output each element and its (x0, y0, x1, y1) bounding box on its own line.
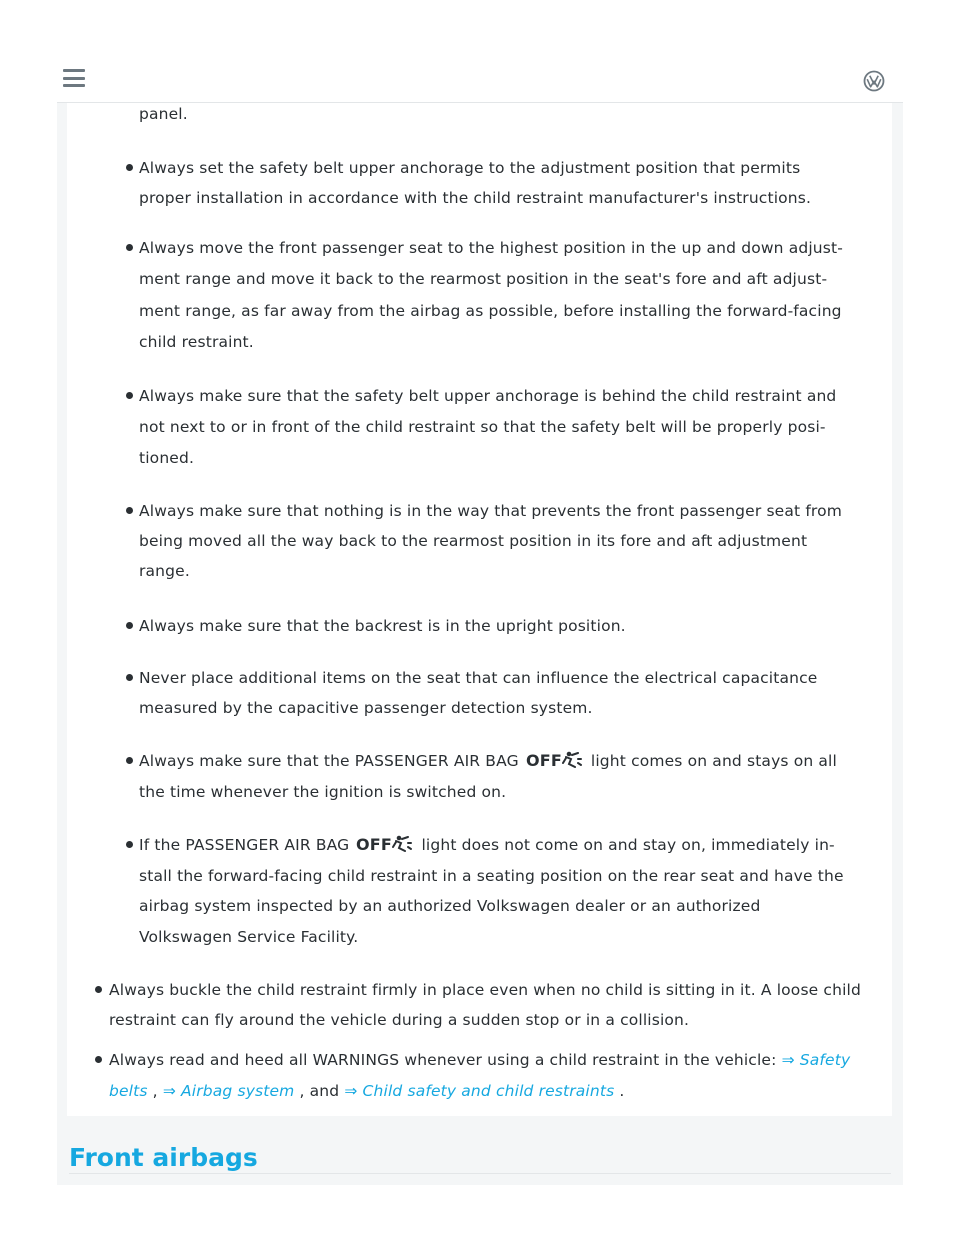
list-item-line: stall the forward-facing child restraint in a seating position on the rear seat and have the (139, 867, 844, 885)
off-label: OFF (356, 835, 393, 854)
list-item-line: restraint can fly around the vehicle during a sudden stop or in a collision. (109, 1011, 690, 1029)
top-bar (57, 56, 903, 103)
list-item-line: Always move the front passenger seat to the highest position in the up and down adjust- (139, 239, 843, 257)
list-item-line: ment range, as far away from the airbag as possible, before installing the forward-facing (139, 302, 842, 320)
list-item-text: If the PASSENGER AIR BAG (139, 836, 350, 854)
bullet-dot (126, 164, 133, 171)
separator-text: , (152, 1082, 158, 1100)
link-airbag-system[interactable]: ⇒ Airbag system (162, 1082, 295, 1100)
bullet-dot (126, 392, 133, 399)
separator-text: . (619, 1082, 625, 1100)
link-safety-belts[interactable]: belts (109, 1082, 148, 1100)
list-item-line (139, 746, 837, 780)
list-item-line: Always buckle the child restraint firmly in place even when no child is sitting in it. A loose child (109, 981, 861, 999)
list-item-text: Always make sure that the PASSENGER AIR BAG (139, 752, 519, 770)
bullet-dot (126, 507, 133, 514)
list-item-text: light does not come on and stay on, immediately in- (421, 836, 835, 854)
list-item-line: tioned. (139, 449, 195, 467)
section-divider (69, 1173, 891, 1174)
list-item-line: Always set the safety belt upper anchorage to the adjustment position that permits (139, 159, 801, 177)
separator-text: , and (299, 1082, 340, 1100)
hamburger-menu-icon[interactable] (63, 69, 85, 87)
list-item-line: not next to or in front of the child restraint so that the safety belt will be properly posi- (139, 418, 826, 436)
list-item-line (109, 1076, 624, 1106)
list-item-line: proper installation in accordance with the child restraint manufacturer's instructions. (139, 189, 812, 207)
bullet-dot (126, 622, 133, 629)
list-item-line: the time whenever the ignition is switched on. (139, 783, 507, 801)
volkswagen-logo-icon[interactable] (863, 70, 885, 92)
list-item-line: Never place additional items on the seat that can influence the electrical capacitance (139, 669, 818, 687)
passenger-airbag-off-icon (356, 834, 414, 864)
off-label: OFF (525, 751, 562, 770)
list-item-line: range. (139, 562, 190, 580)
list-item-line: Always make sure that the backrest is in the upright position. (139, 617, 626, 635)
link-child-safety[interactable]: ⇒ Child safety and child restraints (344, 1082, 615, 1100)
section-title: Front airbags (69, 1143, 258, 1172)
link-safety-belts[interactable]: ⇒ Safety (781, 1051, 851, 1069)
list-item-line: measured by the capacitive passenger detection system. (139, 699, 593, 717)
list-item-line (139, 830, 835, 864)
list-item-line: being moved all the way back to the rearmost position in its fore and aft adjustment (139, 532, 808, 550)
list-item-line (109, 1045, 850, 1075)
list-item-text: Always read and heed all WARNINGS whenever using a child restraint in the vehicle: (109, 1051, 777, 1069)
list-item-text: light comes on and stays on all (590, 752, 837, 770)
list-item-line: airbag system inspected by an authorized Volkswagen dealer or an authorized (139, 897, 761, 915)
bullet-dot (126, 244, 133, 251)
bullet-dot (126, 674, 133, 681)
list-item-line: ment range and move it back to the rearmost position in the seat's fore and aft adjust- (139, 270, 828, 288)
bullet-dot (126, 841, 133, 848)
bullet-dot (95, 986, 102, 993)
paragraph-fragment: panel. (139, 105, 188, 123)
bullet-dot (126, 757, 133, 764)
passenger-airbag-off-icon (526, 750, 584, 780)
list-item-line: Always make sure that the safety belt upper anchorage is behind the child restraint and (139, 387, 837, 405)
bullet-dot (95, 1056, 102, 1063)
list-item-line: Always make sure that nothing is in the way that prevents the front passenger seat from (139, 502, 842, 520)
list-item-line: Volkswagen Service Facility. (139, 928, 359, 946)
list-item-line: child restraint. (139, 333, 254, 351)
